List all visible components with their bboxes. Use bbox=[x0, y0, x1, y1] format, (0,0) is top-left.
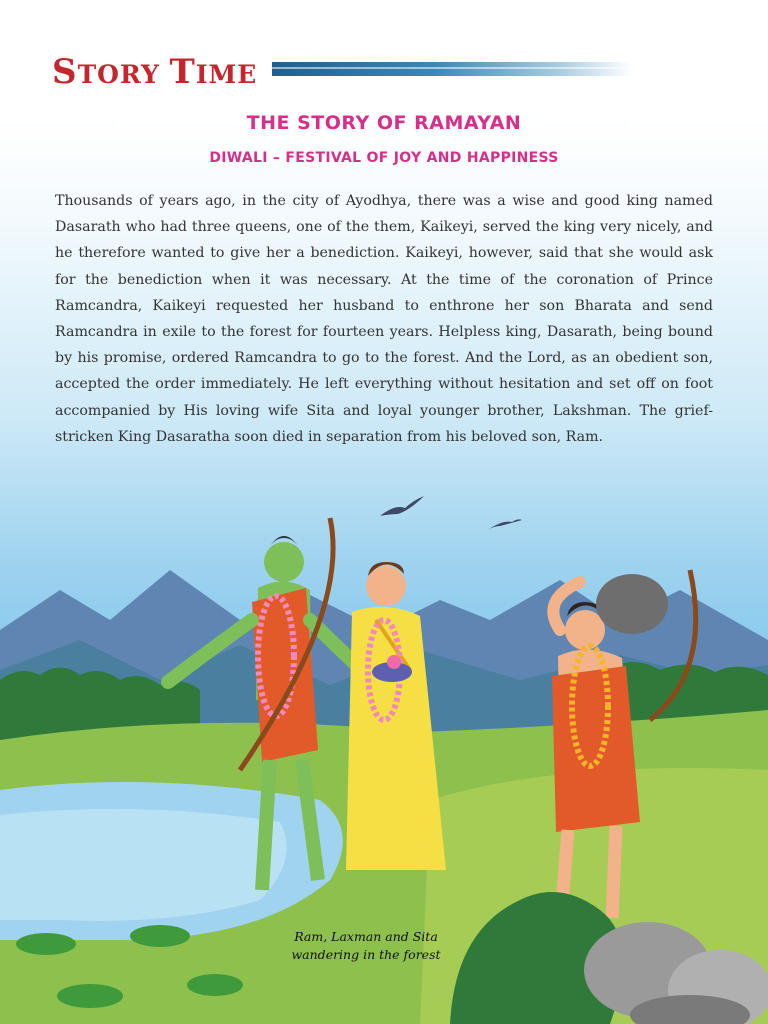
pond-shallow bbox=[0, 809, 287, 921]
story-body-text: Thousands of years ago, in the city of Ayodhya, there was a wise and good king named Dasarath who had three queens, one of the them, Kaikeyi, served the king very nicely, and he therefore wanted to give her a benediction. Kaikeyi, however, said that she would ask for the benediction when it was necessary. At the time of the coronation of Prince Ramcandra, Kaikeyi requested her husband to enthrone her son Bharata and send Ramcandra in exile to the forest for fourteen years. Helpless king, Dasarath, being bound by his promise, ordered Ramcandra to go to the forest. And the Lord, as an obedient son, accepted the order immediately. He left everything without hesitation and set off on foot accompanied by His loving wife Sita and loyal younger brother, Lakshman. The grief-stricken King Dasaratha soon died in separation from his beloved son, Ram. bbox=[55, 193, 713, 445]
illustration-caption bbox=[286, 928, 446, 964]
bird-1 bbox=[380, 496, 424, 516]
section-header-part: TORY bbox=[77, 60, 170, 89]
bird-2 bbox=[488, 519, 522, 530]
lily-pad-4 bbox=[57, 984, 123, 1008]
section-header bbox=[52, 52, 257, 92]
story-subtitle: DIWALI – FESTIVAL OF JOY AND HAPPINESS bbox=[209, 150, 559, 166]
section-header-letter-s: S bbox=[52, 52, 78, 92]
header-decorative-bar bbox=[272, 62, 632, 76]
story-title: THE STORY OF RAMAYAN bbox=[246, 112, 522, 134]
section-header-letter-t: T bbox=[169, 52, 196, 92]
caption-line-2: wandering in the forest bbox=[291, 947, 441, 962]
lily-pad-3 bbox=[187, 974, 243, 996]
lily-pad-1 bbox=[16, 933, 76, 955]
water-pot bbox=[596, 574, 668, 634]
section-header-end: IME bbox=[195, 60, 258, 89]
caption-line-1: Ram, Laxman and Sita bbox=[294, 929, 438, 944]
lily-pad-2 bbox=[130, 925, 190, 947]
